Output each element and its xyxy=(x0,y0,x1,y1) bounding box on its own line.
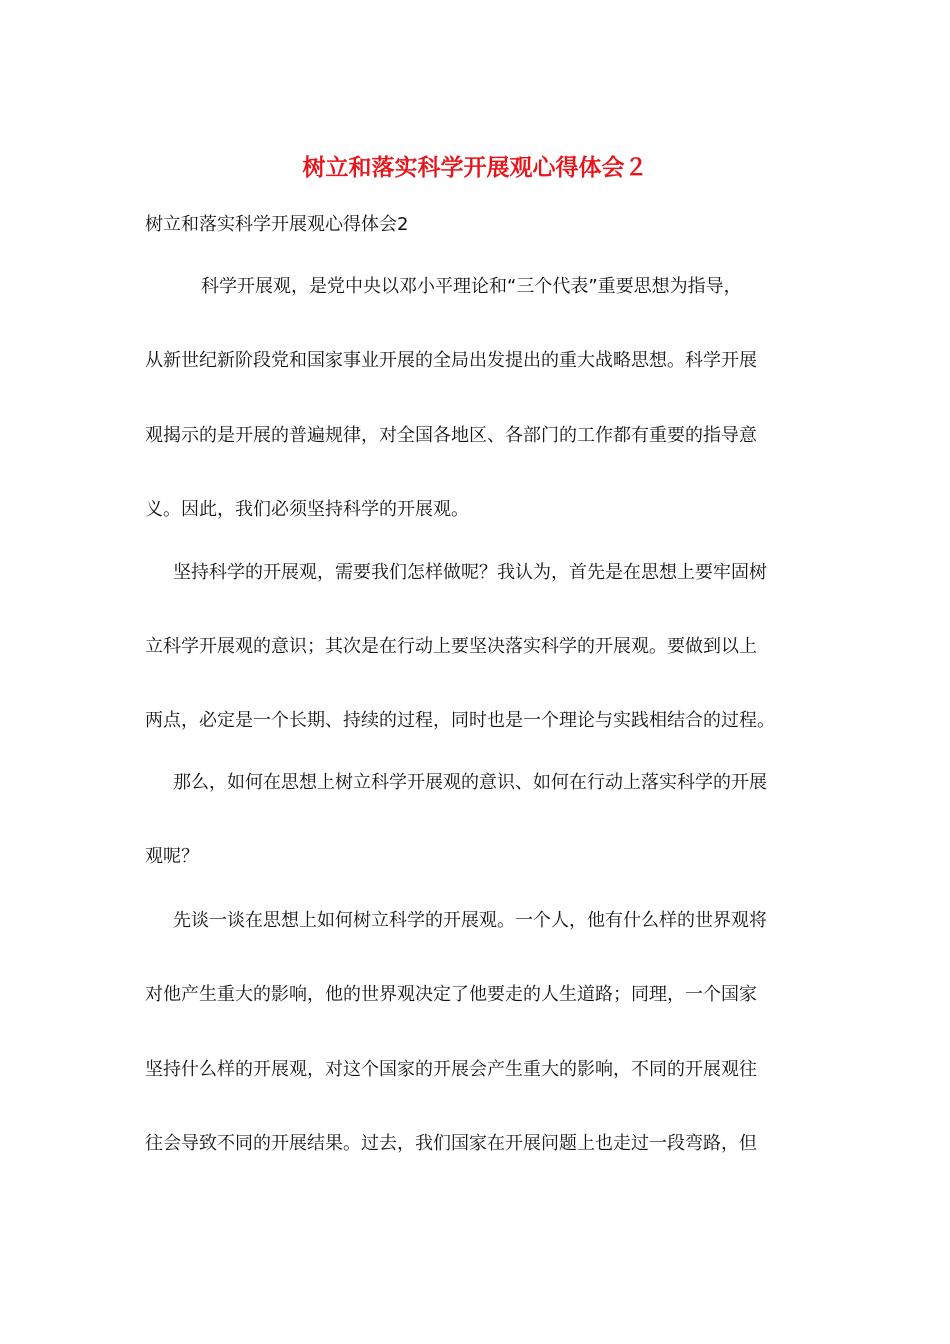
document-title: 树立和落实科学开展观心得体会２ xyxy=(302,154,648,181)
body-line: 观呢？ xyxy=(145,846,199,867)
body-line: 坚持什么样的开展观，对这个国家的开展会产生重大的影响，不同的开展观往 xyxy=(145,1059,757,1080)
body-line: 科学开展观，是党中央以邓小平理论和“三个代表”重要思想为指导， xyxy=(201,276,742,297)
body-line: 那么，如何在思想上树立科学开展观的意识、如何在行动上落实科学的开展 xyxy=(173,772,767,793)
body-line: 先谈一谈在思想上如何树立科学的开展观。一个人，他有什么样的世界观将 xyxy=(173,910,767,931)
body-line: 观揭示的是开展的普遍规律，对全国各地区、各部门的工作都有重要的指导意 xyxy=(145,425,757,446)
body-line: 坚持科学的开展观，需要我们怎样做呢？我认为，首先是在思想上要牢固树 xyxy=(173,562,767,583)
body-line: 对他产生重大的影响，他的世界观决定了他要走的人生道路；同理，一个国家 xyxy=(145,984,757,1005)
document-subtitle: 树立和落实科学开展观心得体会2 xyxy=(145,214,409,235)
body-line: 往会导致不同的开展结果。过去，我们国家在开展问题上也走过一段弯路，但 xyxy=(145,1133,757,1154)
body-line: 从新世纪新阶段党和国家事业开展的全局出发提出的重大战略思想。科学开展 xyxy=(145,350,757,371)
body-line: 义。因此，我们必须坚持科学的开展观。 xyxy=(145,499,469,520)
body-line: 立科学开展观的意识；其次是在行动上要坚决落实科学的开展观。要做到以上 xyxy=(145,636,757,657)
body-line: 两点，必定是一个长期、持续的过程，同时也是一个理论与实践相结合的过程。 xyxy=(145,710,775,731)
